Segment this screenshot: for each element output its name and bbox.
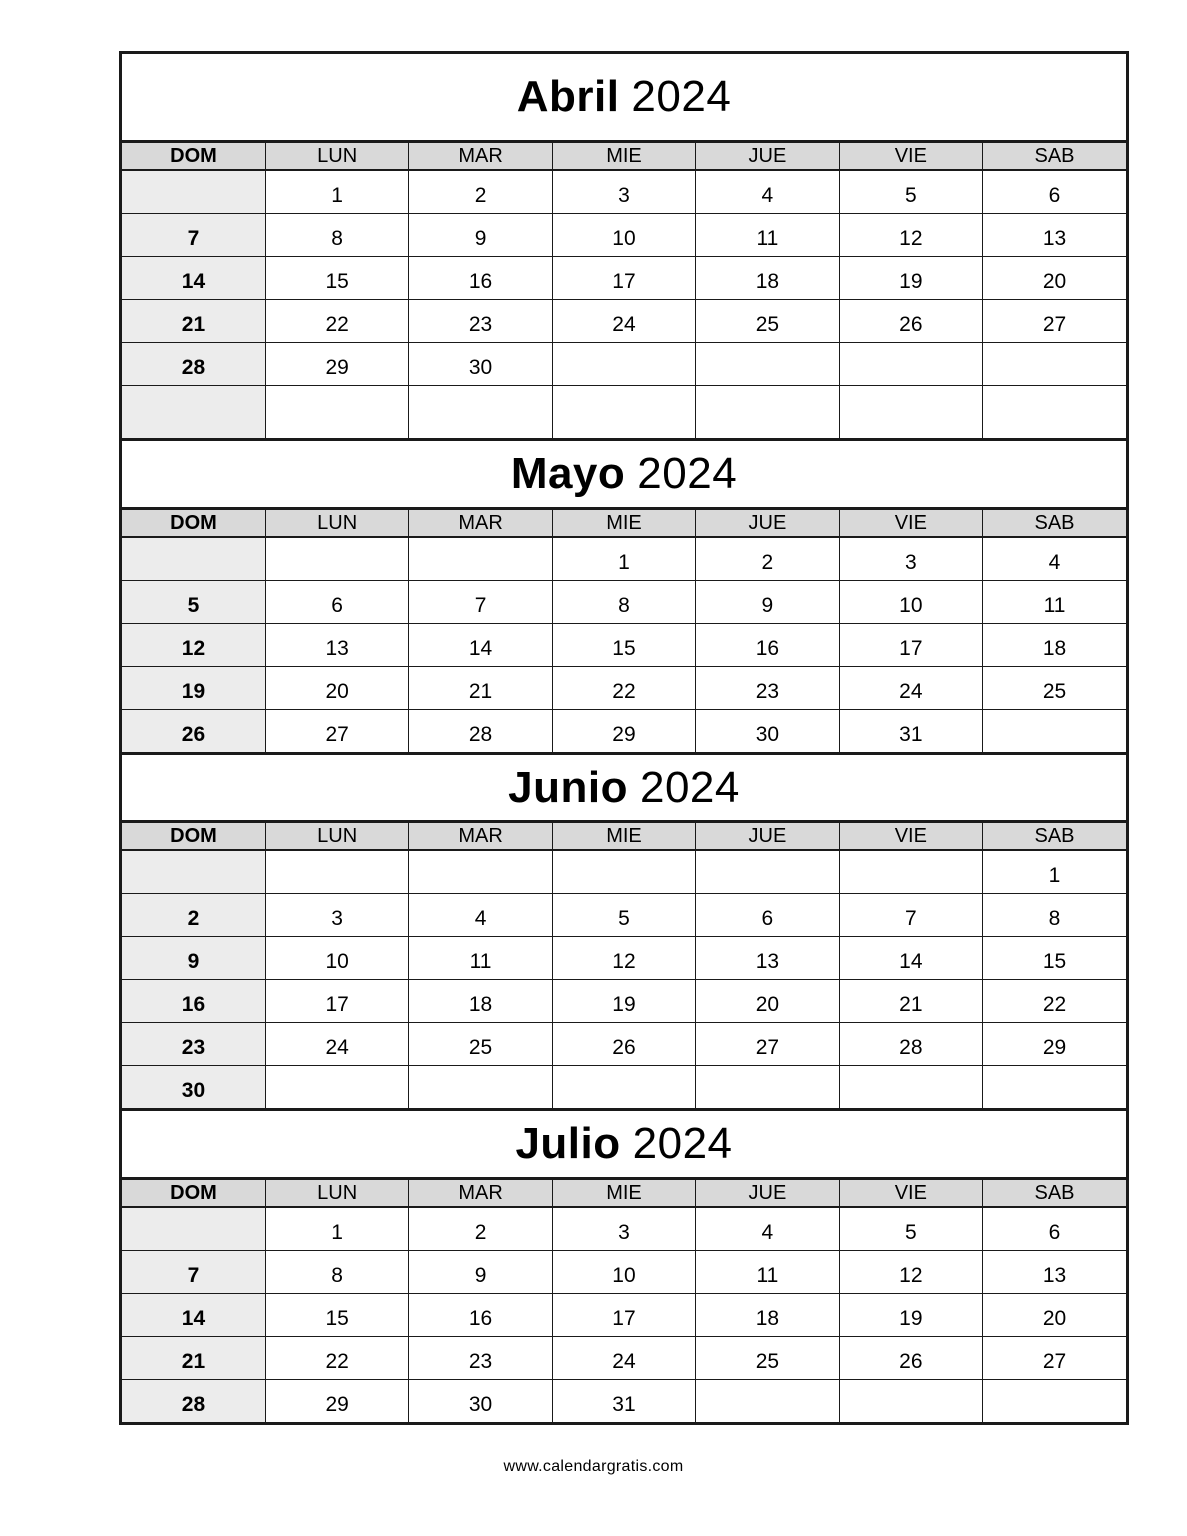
weekday-header: MAR [409, 510, 552, 537]
day-cell: 3 [839, 537, 982, 580]
day-cell: 29 [552, 709, 695, 752]
day-cell: 23 [409, 1336, 552, 1379]
day-cell: 15 [265, 1293, 408, 1336]
month-year: 2024 [632, 1119, 733, 1168]
weekday-header: JUE [696, 510, 839, 537]
day-cell: 29 [265, 342, 408, 385]
day-cell [839, 1379, 982, 1422]
weekday-header: SAB [983, 143, 1126, 170]
day-cell: 10 [265, 936, 408, 979]
weekday-header: DOM [122, 823, 265, 850]
sunday-cell: 21 [122, 299, 265, 342]
day-cell: 20 [983, 256, 1126, 299]
day-cell: 4 [696, 1207, 839, 1250]
sunday-cell: 12 [122, 623, 265, 666]
month-name: Abril [516, 72, 620, 121]
day-cell: 26 [552, 1022, 695, 1065]
week-row [122, 1207, 1126, 1250]
week-row [122, 893, 1126, 936]
day-cell: 22 [265, 1336, 408, 1379]
month-name: Junio [508, 762, 628, 812]
weekday-header: SAB [983, 510, 1126, 537]
weekday-header: SAB [983, 1180, 1126, 1207]
day-cell: 13 [265, 623, 408, 666]
day-cell: 12 [552, 936, 695, 979]
weekday-header: JUE [696, 823, 839, 850]
month-title [122, 54, 1126, 143]
month-title [122, 1108, 1126, 1180]
week-row [122, 850, 1126, 893]
day-cell [983, 342, 1126, 385]
week-row [122, 1336, 1126, 1379]
weekday-header: LUN [265, 143, 408, 170]
day-cell: 11 [409, 936, 552, 979]
day-cell: 5 [839, 170, 982, 213]
day-cell: 1 [983, 850, 1126, 893]
day-cell: 25 [409, 1022, 552, 1065]
day-cell: 13 [696, 936, 839, 979]
day-cell: 19 [839, 256, 982, 299]
day-cell: 30 [696, 709, 839, 752]
week-row [122, 385, 1126, 438]
day-cell: 1 [265, 1207, 408, 1250]
day-cell: 12 [839, 1250, 982, 1293]
weekday-header: MAR [409, 823, 552, 850]
day-cell: 6 [983, 1207, 1126, 1250]
day-cell: 4 [696, 170, 839, 213]
weekday-header: VIE [839, 1180, 982, 1207]
weekday-header: JUE [696, 143, 839, 170]
weekday-header: VIE [839, 143, 982, 170]
day-cell [983, 1065, 1126, 1108]
day-cell: 26 [839, 1336, 982, 1379]
weekday-header-row [122, 1180, 1126, 1207]
weekday-header-row [122, 510, 1126, 537]
day-cell [265, 1065, 408, 1108]
day-cell: 28 [839, 1022, 982, 1065]
month-title [122, 752, 1126, 823]
day-cell: 10 [552, 1250, 695, 1293]
day-cell: 30 [409, 1379, 552, 1422]
day-cell: 18 [696, 256, 839, 299]
day-cell: 9 [409, 213, 552, 256]
footer-url: www.calendargratis.com [503, 1458, 684, 1475]
day-cell: 19 [839, 1293, 982, 1336]
sunday-cell: 14 [122, 1293, 265, 1336]
sunday-cell: 28 [122, 1379, 265, 1422]
day-cell: 1 [265, 170, 408, 213]
day-cell [552, 850, 695, 893]
week-row [122, 1379, 1126, 1422]
day-cell: 5 [552, 893, 695, 936]
day-cell: 11 [696, 213, 839, 256]
month-title [122, 438, 1126, 510]
day-cell: 22 [552, 666, 695, 709]
month-grid [122, 143, 1126, 438]
month-block-julio [122, 1108, 1126, 1422]
day-cell [839, 385, 982, 438]
weekday-header: LUN [265, 823, 408, 850]
sunday-cell [122, 385, 265, 438]
day-cell: 27 [983, 299, 1126, 342]
day-cell [839, 1065, 982, 1108]
day-cell: 16 [696, 623, 839, 666]
day-cell: 15 [265, 256, 408, 299]
month-name: Julio [515, 1119, 621, 1168]
sunday-cell [122, 1207, 265, 1250]
day-cell: 8 [983, 893, 1126, 936]
weekday-header: MAR [409, 143, 552, 170]
sunday-cell [122, 850, 265, 893]
weekday-header: MIE [552, 1180, 695, 1207]
weekday-header-row [122, 143, 1126, 170]
day-cell: 7 [409, 580, 552, 623]
day-cell: 7 [839, 893, 982, 936]
day-cell: 24 [839, 666, 982, 709]
day-cell [696, 850, 839, 893]
day-cell: 23 [409, 299, 552, 342]
day-cell: 8 [265, 213, 408, 256]
weekday-header: DOM [122, 510, 265, 537]
week-row [122, 537, 1126, 580]
weekday-header: LUN [265, 1180, 408, 1207]
day-cell: 9 [696, 580, 839, 623]
day-cell [983, 1379, 1126, 1422]
day-cell: 2 [409, 170, 552, 213]
month-year: 2024 [631, 72, 732, 121]
day-cell: 17 [839, 623, 982, 666]
day-cell: 27 [696, 1022, 839, 1065]
month-name: Mayo [510, 449, 626, 498]
day-cell: 25 [696, 1336, 839, 1379]
weekday-header: MIE [552, 143, 695, 170]
day-cell: 26 [839, 299, 982, 342]
day-cell: 20 [696, 979, 839, 1022]
day-cell: 25 [983, 666, 1126, 709]
day-cell [265, 537, 408, 580]
week-row [122, 342, 1126, 385]
day-cell: 16 [409, 1293, 552, 1336]
day-cell: 22 [265, 299, 408, 342]
sunday-cell: 9 [122, 936, 265, 979]
day-cell: 20 [983, 1293, 1126, 1336]
day-cell: 9 [409, 1250, 552, 1293]
week-row [122, 299, 1126, 342]
week-row [122, 170, 1126, 213]
day-cell: 24 [552, 299, 695, 342]
month-block-junio [122, 752, 1126, 1108]
day-cell: 17 [552, 1293, 695, 1336]
day-cell: 6 [983, 170, 1126, 213]
weekday-header: VIE [839, 823, 982, 850]
day-cell: 13 [983, 1250, 1126, 1293]
day-cell: 24 [552, 1336, 695, 1379]
sunday-cell: 28 [122, 342, 265, 385]
week-row [122, 979, 1126, 1022]
day-cell: 27 [265, 709, 408, 752]
day-cell [409, 537, 552, 580]
day-cell: 21 [839, 979, 982, 1022]
week-row [122, 666, 1126, 709]
sunday-cell: 23 [122, 1022, 265, 1065]
week-row [122, 256, 1126, 299]
sunday-cell [122, 537, 265, 580]
day-cell [552, 342, 695, 385]
month-grid [122, 823, 1126, 1108]
day-cell: 18 [696, 1293, 839, 1336]
day-cell: 14 [839, 936, 982, 979]
day-cell: 3 [552, 170, 695, 213]
weekday-header: VIE [839, 510, 982, 537]
week-row [122, 1065, 1126, 1108]
day-cell: 28 [409, 709, 552, 752]
day-cell [552, 385, 695, 438]
weekday-header: MIE [552, 510, 695, 537]
week-row [122, 1022, 1126, 1065]
day-cell: 11 [696, 1250, 839, 1293]
day-cell: 16 [409, 256, 552, 299]
day-cell [552, 1065, 695, 1108]
day-cell [696, 1379, 839, 1422]
month-year: 2024 [639, 762, 740, 812]
day-cell: 5 [839, 1207, 982, 1250]
day-cell: 6 [696, 893, 839, 936]
day-cell [409, 850, 552, 893]
day-cell: 12 [839, 213, 982, 256]
sunday-cell: 21 [122, 1336, 265, 1379]
day-cell [409, 1065, 552, 1108]
day-cell: 21 [409, 666, 552, 709]
day-cell [983, 385, 1126, 438]
day-cell: 3 [552, 1207, 695, 1250]
week-row [122, 709, 1126, 752]
weekday-header: SAB [983, 823, 1126, 850]
day-cell [696, 385, 839, 438]
day-cell [265, 850, 408, 893]
week-row [122, 623, 1126, 666]
sunday-cell: 14 [122, 256, 265, 299]
day-cell: 15 [983, 936, 1126, 979]
weekday-header: JUE [696, 1180, 839, 1207]
day-cell: 17 [265, 979, 408, 1022]
day-cell: 4 [983, 537, 1126, 580]
day-cell: 20 [265, 666, 408, 709]
day-cell: 22 [983, 979, 1126, 1022]
weekday-header: DOM [122, 143, 265, 170]
day-cell: 8 [552, 580, 695, 623]
weekday-header: LUN [265, 510, 408, 537]
sunday-cell: 16 [122, 979, 265, 1022]
day-cell [409, 385, 552, 438]
day-cell: 15 [552, 623, 695, 666]
week-row [122, 580, 1126, 623]
sunday-cell: 30 [122, 1065, 265, 1108]
sunday-cell: 7 [122, 1250, 265, 1293]
week-row [122, 936, 1126, 979]
day-cell: 18 [409, 979, 552, 1022]
day-cell: 31 [552, 1379, 695, 1422]
day-cell: 14 [409, 623, 552, 666]
month-block-mayo [122, 438, 1126, 752]
day-cell: 4 [409, 893, 552, 936]
day-cell: 23 [696, 666, 839, 709]
day-cell: 27 [983, 1336, 1126, 1379]
day-cell: 8 [265, 1250, 408, 1293]
weekday-header: MAR [409, 1180, 552, 1207]
month-grid [122, 510, 1126, 752]
weekday-header: MIE [552, 823, 695, 850]
month-year: 2024 [637, 449, 738, 498]
day-cell: 13 [983, 213, 1126, 256]
day-cell: 11 [983, 580, 1126, 623]
sunday-cell: 5 [122, 580, 265, 623]
day-cell [265, 385, 408, 438]
day-cell [983, 709, 1126, 752]
day-cell [839, 342, 982, 385]
week-row [122, 1293, 1126, 1336]
day-cell: 6 [265, 580, 408, 623]
sunday-cell [122, 170, 265, 213]
day-cell: 10 [839, 580, 982, 623]
day-cell: 2 [696, 537, 839, 580]
sunday-cell: 2 [122, 893, 265, 936]
day-cell [696, 342, 839, 385]
sunday-cell: 26 [122, 709, 265, 752]
day-cell: 29 [265, 1379, 408, 1422]
day-cell: 2 [409, 1207, 552, 1250]
week-row [122, 1250, 1126, 1293]
month-grid [122, 1180, 1126, 1422]
day-cell: 10 [552, 213, 695, 256]
day-cell [839, 850, 982, 893]
sunday-cell: 19 [122, 666, 265, 709]
day-cell: 18 [983, 623, 1126, 666]
day-cell: 30 [409, 342, 552, 385]
day-cell: 25 [696, 299, 839, 342]
weekday-header-row [122, 823, 1126, 850]
month-block-abril [122, 54, 1126, 438]
day-cell: 24 [265, 1022, 408, 1065]
day-cell: 29 [983, 1022, 1126, 1065]
week-row [122, 213, 1126, 256]
day-cell: 19 [552, 979, 695, 1022]
day-cell [696, 1065, 839, 1108]
calendar-frame [119, 51, 1129, 1425]
day-cell: 17 [552, 256, 695, 299]
day-cell: 1 [552, 537, 695, 580]
day-cell: 3 [265, 893, 408, 936]
sunday-cell: 7 [122, 213, 265, 256]
day-cell: 31 [839, 709, 982, 752]
weekday-header: DOM [122, 1180, 265, 1207]
